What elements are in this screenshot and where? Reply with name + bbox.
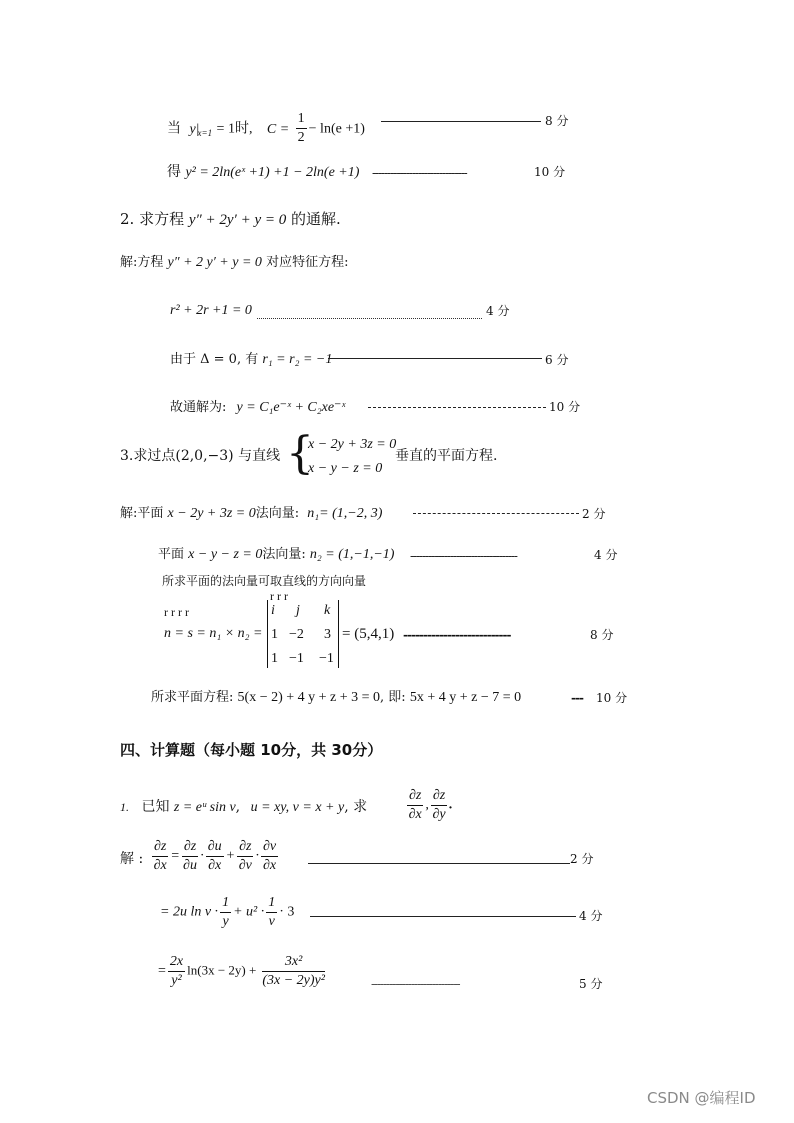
det-r3c1: 1 (271, 651, 278, 666)
det-k: k (324, 603, 331, 618)
problem-2-solution-intro: 解:方程 y″ + 2 y′ + y = 0 对应特征方程: (120, 255, 349, 270)
score-line (308, 863, 570, 864)
cross-product-result: = (5,4,1) (342, 626, 395, 642)
score-5: 5 分 (579, 977, 603, 991)
det-r2c2: −2 (289, 627, 304, 642)
score-line (413, 513, 579, 514)
score-10: 10 分 (534, 165, 566, 179)
score-10: 10 分 (549, 400, 581, 414)
score-6: 6 分 (545, 353, 569, 367)
partial-z-x: $\frac{\partial z}{\partial x}$ , $\frac{\partial z}{\partial y}$ . (408, 788, 453, 822)
chain-rule-expression: $\frac{\partial z}{\partial x}$ = $\frac{\partial z}{\partial u}$ · $\frac{\partial u}{\partial x}$ + $\frac{\partial z}{\partial v}$ · $\frac{\partial v}{\partial x}$ (153, 839, 277, 873)
score-8: 8 分 (545, 114, 569, 128)
det-r3c2: −1 (289, 651, 304, 666)
vector-arrow-marks: r r r r (164, 605, 189, 619)
score-2: 2 分 (582, 507, 606, 521)
roots-line: 由于 Δ = 0, 有 r₁ = r₂ = −1 (170, 352, 333, 367)
score-4: 4 分 (579, 909, 603, 923)
determinant-bar-left (267, 600, 268, 668)
section-4-heading: 四、计算题（每小题 10分，共 30分） (120, 741, 383, 759)
score-line (328, 358, 542, 359)
det-r2c1: 1 (271, 627, 278, 642)
score-10: 10 分 (596, 691, 628, 705)
line-equation-1: x − 2y + 3z = 0 (308, 437, 397, 452)
score-dashes: ----------------------------- (371, 977, 460, 991)
plane-answer: 所求平面方程: 5(x − 2) + 4 y + z + 3 = 0, 即: 5x + 4 y + z − 7 = 0 (151, 690, 522, 705)
score-dashes: ------------------------------- (372, 166, 467, 180)
score-line (310, 916, 576, 917)
step-2-expression: = 2u ln v · $\frac{1}{y}$ + u² · $\frac{1}{v}$ · 3 (160, 895, 295, 929)
characteristic-equation: r² + 2r +1 = 0 (170, 303, 252, 318)
left-brace: { (286, 428, 314, 479)
score-4: 4 分 (486, 304, 510, 318)
det-i: i (271, 603, 275, 618)
score-line (368, 407, 546, 408)
det-r3c3: −1 (319, 651, 334, 666)
line-equation-2: x − y − z = 0 (308, 461, 383, 476)
det-j: j (296, 603, 300, 618)
det-r2c3: 3 (324, 627, 331, 642)
cross-product-lhs: n = s = n₁ × n₂ = (164, 626, 263, 641)
solution-label: 解 : (120, 851, 144, 867)
score-dashes: --------------------------- (403, 628, 511, 642)
plane-1-normal: 解:平面 x − 2y + 3z = 0法向量: n₁= (1,−2, 3) (120, 506, 383, 521)
normal-vector-note: 所求平面的法向量可取直线的方向向量 (162, 574, 367, 588)
score-4: 4 分 (594, 548, 618, 562)
general-solution: 故通解为: y = C₁e⁻ˣ + C₂xe⁻ˣ (170, 400, 346, 415)
score-8: 8 分 (590, 628, 614, 642)
question-1: 1. 已知 z = eᵘ sin v, u = xy, v = x + y, 求 (120, 799, 368, 815)
score-dotted-line (257, 318, 482, 319)
problem-2-title: 2. 求方程 y″ + 2y′ + y = 0 的通解. (120, 210, 341, 228)
problem-3-title: 3.求过点(2,0,−3) 与直线 (120, 448, 281, 464)
line-result-y2: 得 y² = 2ln(eˣ +1) +1 − 2ln(e +1) (167, 164, 360, 180)
score-dashes: --- (571, 691, 583, 705)
plane-2-normal: 平面 x − y − z = 0法向量: n₂ = (1,−1,−1) (158, 547, 395, 562)
watermark: CSDN @编程ID (647, 1089, 756, 1107)
step-3-expression: = $\frac{2x}{\text{y²}}$ ln(3x − 2y) + $\frac{\text{3x²}}{\text{(3x − 2y)y²}}$ (158, 954, 325, 988)
score-2: 2 分 (570, 852, 594, 866)
vector-arrow-marks: r r r (270, 589, 288, 603)
determinant-bar-right (338, 600, 339, 668)
problem-3-end: 垂直的平面方程. (395, 448, 498, 464)
score-line (381, 121, 541, 122)
score-dashes: ----------------------------------- (410, 549, 517, 563)
line-y-at-x1: 当 $y|_{x=1} = 1$时, C = $\frac{1}{2}$ − ln(e +1) (167, 111, 365, 145)
